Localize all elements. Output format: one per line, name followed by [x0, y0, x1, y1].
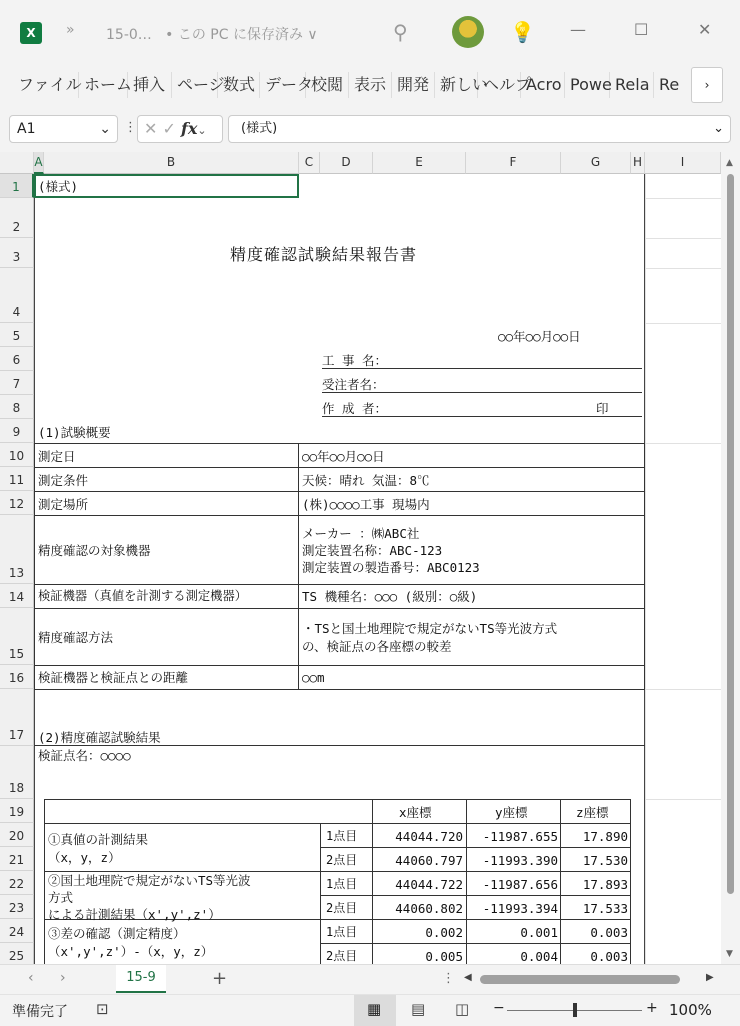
result-y: 0.004 — [520, 949, 558, 964]
project-name-label: 工 事 名： — [322, 353, 388, 368]
contractor-label: 受注者名： — [322, 377, 385, 392]
add-sheet-button[interactable]: + — [212, 968, 228, 989]
normal-view-button[interactable] — [354, 995, 396, 1026]
zoom-slider-thumb[interactable] — [573, 1003, 577, 1017]
zoom-in-button[interactable]: + — [646, 1000, 658, 1016]
overview-label: 測定日 — [38, 449, 76, 464]
col-header-a[interactable]: A — [34, 152, 44, 174]
result-z: 0.003 — [590, 925, 628, 940]
row-header[interactable]: 25 — [0, 943, 34, 967]
insert-function-button[interactable]: fx — [181, 119, 198, 138]
tab-data[interactable]: データ — [260, 72, 306, 98]
page-break-preview-icon[interactable]: ◫ — [455, 1000, 470, 1018]
status-ready: 準備完了 — [12, 1004, 68, 1020]
overview-value: 測定装置名称：ABC-123 — [302, 543, 443, 558]
result-header: x座標 — [399, 805, 432, 820]
chevron-down-icon: ⌄ — [99, 121, 111, 137]
page-layout-icon[interactable]: ▤ — [411, 1000, 426, 1018]
result-group-label: ②国土地理院で規定がないTS等光波 — [48, 873, 251, 888]
result-point: 2点目 — [326, 853, 358, 867]
divider — [320, 943, 631, 944]
expand-formula-icon[interactable]: ⌄ — [713, 121, 724, 136]
overview-value: (株)○○○○工事 現場内 — [302, 497, 430, 512]
tab-re[interactable]: Re — [659, 75, 680, 94]
overview-label: 検証機器（真値を計測する測定機器） — [38, 589, 248, 603]
result-x: 0.005 — [425, 949, 463, 964]
sheet-tab-active[interactable]: 15-9 — [116, 965, 166, 993]
row-header[interactable]: 14 — [0, 584, 34, 608]
gridline — [645, 174, 646, 964]
ribbon-scroll-right-button[interactable]: › — [691, 67, 723, 103]
scroll-right-icon[interactable]: ▶ — [706, 972, 714, 983]
formula-input[interactable]: (様式) ⌄ — [228, 115, 731, 143]
report-date: ○○年○○月○○日 — [498, 329, 581, 344]
col-header-h[interactable]: H — [631, 152, 645, 174]
row-header[interactable]: 10 — [0, 443, 34, 467]
gridline — [645, 268, 721, 269]
row-header[interactable]: 12 — [0, 491, 34, 515]
result-group-label: （x',y',z'）-（x，y，z） — [48, 944, 214, 959]
overview-label: 測定場所 — [38, 497, 89, 512]
result-x: 0.002 — [425, 925, 463, 940]
result-y: -11993.390 — [482, 853, 558, 868]
underline — [322, 416, 642, 417]
formula-buttons: ✕ ✓ fx⌄ — [137, 115, 223, 143]
sheet-tabs-bar — [0, 964, 740, 994]
document-title[interactable]: 15-0… • この PC に保存済み ∨ — [106, 27, 318, 43]
row-header[interactable]: 7 — [0, 371, 34, 395]
report-title: 精度確認試験結果報告書 — [230, 245, 418, 264]
ribbon-tabs — [0, 64, 740, 106]
underline — [322, 368, 642, 369]
tab-acrobat[interactable]: Acro — [521, 72, 565, 98]
zoom-out-button[interactable]: − — [493, 1000, 505, 1016]
overview-value: TS 機種名：○○○ (級別：○級) — [302, 589, 478, 604]
row-header[interactable]: 20 — [0, 823, 34, 847]
col-header-f[interactable]: F — [466, 152, 561, 174]
gridline — [645, 238, 721, 239]
divider — [34, 745, 645, 746]
gridline — [645, 799, 721, 800]
scroll-down-icon[interactable]: ▼ — [726, 949, 733, 959]
tab-home[interactable]: ホーム — [79, 72, 128, 98]
row-header[interactable]: 8 — [0, 395, 34, 419]
row-header[interactable]: 21 — [0, 847, 34, 871]
user-avatar[interactable] — [452, 16, 484, 48]
divider — [34, 665, 645, 666]
overview-label: 測定条件 — [38, 473, 89, 488]
tab-review[interactable]: 校閲 — [306, 72, 349, 98]
result-x: 44060.797 — [395, 853, 463, 868]
gridline — [645, 198, 721, 199]
prev-sheet-icon[interactable]: ‹ — [28, 970, 34, 986]
result-group-label: による計測結果（x',y',z'） — [48, 907, 221, 922]
row-header[interactable]: 1 — [0, 174, 34, 198]
row-header[interactable]: 13 — [0, 515, 34, 584]
tab-rela[interactable]: Rela — [610, 72, 654, 98]
tab-power[interactable]: Powe — [565, 72, 610, 98]
divider — [34, 515, 645, 516]
result-group-label: ③差の確認（測定精度） — [48, 926, 186, 941]
col-header-g[interactable]: G — [561, 152, 631, 174]
close-icon[interactable]: ✕ — [698, 20, 712, 39]
overview-value: の、検証点の各座標の較差 — [302, 639, 452, 654]
result-header: z座標 — [576, 805, 609, 820]
row-header[interactable]: 11 — [0, 467, 34, 491]
divider — [320, 895, 631, 896]
row-header[interactable]: 4 — [0, 268, 34, 323]
section-2-heading: (2)精度確認試験結果 — [38, 730, 161, 745]
formula-bar — [0, 110, 740, 148]
row-header[interactable]: 16 — [0, 665, 34, 689]
overview-value: ○○m — [302, 670, 325, 685]
row-header[interactable]: 3 — [0, 238, 34, 268]
title-bar — [0, 0, 740, 64]
col-header-c[interactable]: C — [299, 152, 320, 174]
col-header-i[interactable]: I — [645, 152, 721, 174]
row-header[interactable]: 22 — [0, 871, 34, 895]
tab-view[interactable]: 表示 — [349, 72, 392, 98]
formula-bar-resize-handle[interactable]: ⋮ — [124, 120, 137, 135]
result-point: 1点目 — [326, 925, 358, 939]
search-icon[interactable]: ⚲ — [393, 20, 408, 44]
name-box[interactable]: A1 ⌄ — [9, 115, 118, 143]
vertical-scrollbar[interactable] — [721, 152, 740, 964]
overview-label: 精度確認の対象機器 — [38, 543, 151, 558]
result-y: -11987.656 — [482, 877, 558, 892]
next-sheet-icon[interactable]: › — [60, 970, 66, 986]
result-point: 1点目 — [326, 829, 358, 843]
overview-value: メーカー ：㈱ABC社 — [302, 526, 420, 541]
gridline — [645, 689, 721, 690]
divider — [34, 491, 645, 492]
result-z: 17.530 — [582, 853, 628, 868]
overview-value: ・TSと国土地理院で規定がないTS等光波方式 — [302, 621, 558, 636]
scroll-up-icon[interactable]: ▲ — [726, 158, 733, 168]
maximize-icon[interactable]: ☐ — [634, 20, 649, 39]
result-y: 0.001 — [520, 925, 558, 940]
vertical-scroll-thumb[interactable] — [727, 174, 734, 894]
tab-insert[interactable]: 挿入 — [128, 72, 172, 98]
divider — [34, 467, 645, 468]
divider — [34, 584, 645, 585]
result-z: 0.003 — [590, 949, 628, 964]
result-point: 1点目 — [326, 877, 358, 891]
row-header[interactable]: 17 — [0, 689, 34, 746]
tab-formulas[interactable]: 数式 — [218, 72, 260, 98]
divider — [34, 608, 645, 609]
tab-new[interactable]: 新しい — [435, 72, 478, 98]
row-header[interactable]: 18 — [0, 746, 34, 799]
enter-icon[interactable]: ✓ — [162, 119, 176, 138]
tab-split-handle[interactable]: ⋮ — [442, 971, 455, 986]
result-x: 44060.802 — [395, 901, 463, 916]
overview-value: ○○年○○月○○日 — [302, 449, 385, 464]
tab-file[interactable]: ファイル — [13, 72, 79, 98]
tab-developer[interactable]: 開発 — [392, 72, 435, 98]
lightbulb-icon[interactable]: 💡 — [510, 20, 535, 44]
divider — [44, 823, 631, 824]
grid-icon: ▦ — [367, 1000, 382, 1018]
result-group-label: 方式 — [48, 890, 74, 905]
result-z: 17.890 — [582, 829, 628, 844]
result-z: 17.893 — [582, 877, 628, 892]
row-header[interactable]: 24 — [0, 919, 34, 943]
row-header[interactable]: 6 — [0, 347, 34, 371]
overview-value: 測定装置の製造番号：ABC0123 — [302, 560, 480, 575]
result-group-label: （x，y，z） — [48, 850, 121, 865]
col-header-d[interactable]: D — [320, 152, 373, 174]
col-header-e[interactable]: E — [373, 152, 466, 174]
worksheet-grid[interactable] — [0, 152, 740, 964]
scroll-left-icon[interactable]: ◀ — [464, 972, 472, 983]
result-point: 2点目 — [326, 949, 358, 963]
result-x: 44044.722 — [395, 877, 463, 892]
minimize-icon[interactable]: — — [570, 20, 586, 39]
row-header[interactable]: 23 — [0, 895, 34, 919]
section-1-heading: (1)試験概要 — [38, 425, 111, 440]
overview-label: 精度確認方法 — [38, 630, 114, 645]
result-z: 17.533 — [582, 901, 628, 916]
divider — [320, 847, 631, 848]
result-y: -11993.394 — [482, 901, 558, 916]
overview-label: 検証機器と検証点との距離 — [38, 670, 189, 685]
seal-mark: 印 — [596, 401, 609, 416]
excel-logo-icon: X — [20, 22, 42, 44]
result-x: 44044.720 — [395, 829, 463, 844]
row-header[interactable]: 9 — [0, 419, 34, 443]
divider — [298, 443, 299, 690]
result-group-label: ①真値の計測結果 — [48, 832, 149, 847]
tab-page-layout[interactable]: ページ — [172, 72, 218, 98]
gridline — [645, 323, 721, 324]
underline — [322, 392, 642, 393]
select-all-corner[interactable] — [0, 152, 34, 174]
row-header[interactable]: 5 — [0, 323, 34, 347]
row-header[interactable]: 2 — [0, 198, 34, 238]
horizontal-scroll-thumb[interactable] — [480, 975, 680, 984]
row-header[interactable]: 15 — [0, 608, 34, 665]
checkpoint-name: 検証点名：○○○○ — [38, 748, 131, 763]
tab-help[interactable]: ヘルプ — [478, 72, 521, 98]
zoom-level[interactable]: 100% — [669, 1001, 712, 1019]
result-y: -11987.655 — [482, 829, 558, 844]
result-point: 2点目 — [326, 901, 358, 915]
quick-access-more-button[interactable]: » — [66, 22, 75, 38]
result-header: y座標 — [495, 805, 528, 820]
gridline — [645, 443, 721, 444]
cancel-icon[interactable]: ✕ — [144, 119, 158, 138]
author-label: 作 成 者： — [322, 401, 388, 416]
overview-value: 天候：晴れ 気温：8℃ — [302, 473, 430, 488]
col-header-b[interactable]: B — [44, 152, 299, 174]
status-bar — [0, 994, 740, 1025]
form-label: (様式) — [38, 179, 79, 194]
macro-record-icon[interactable]: ⊡ — [96, 1000, 109, 1018]
row-header[interactable]: 19 — [0, 799, 34, 823]
